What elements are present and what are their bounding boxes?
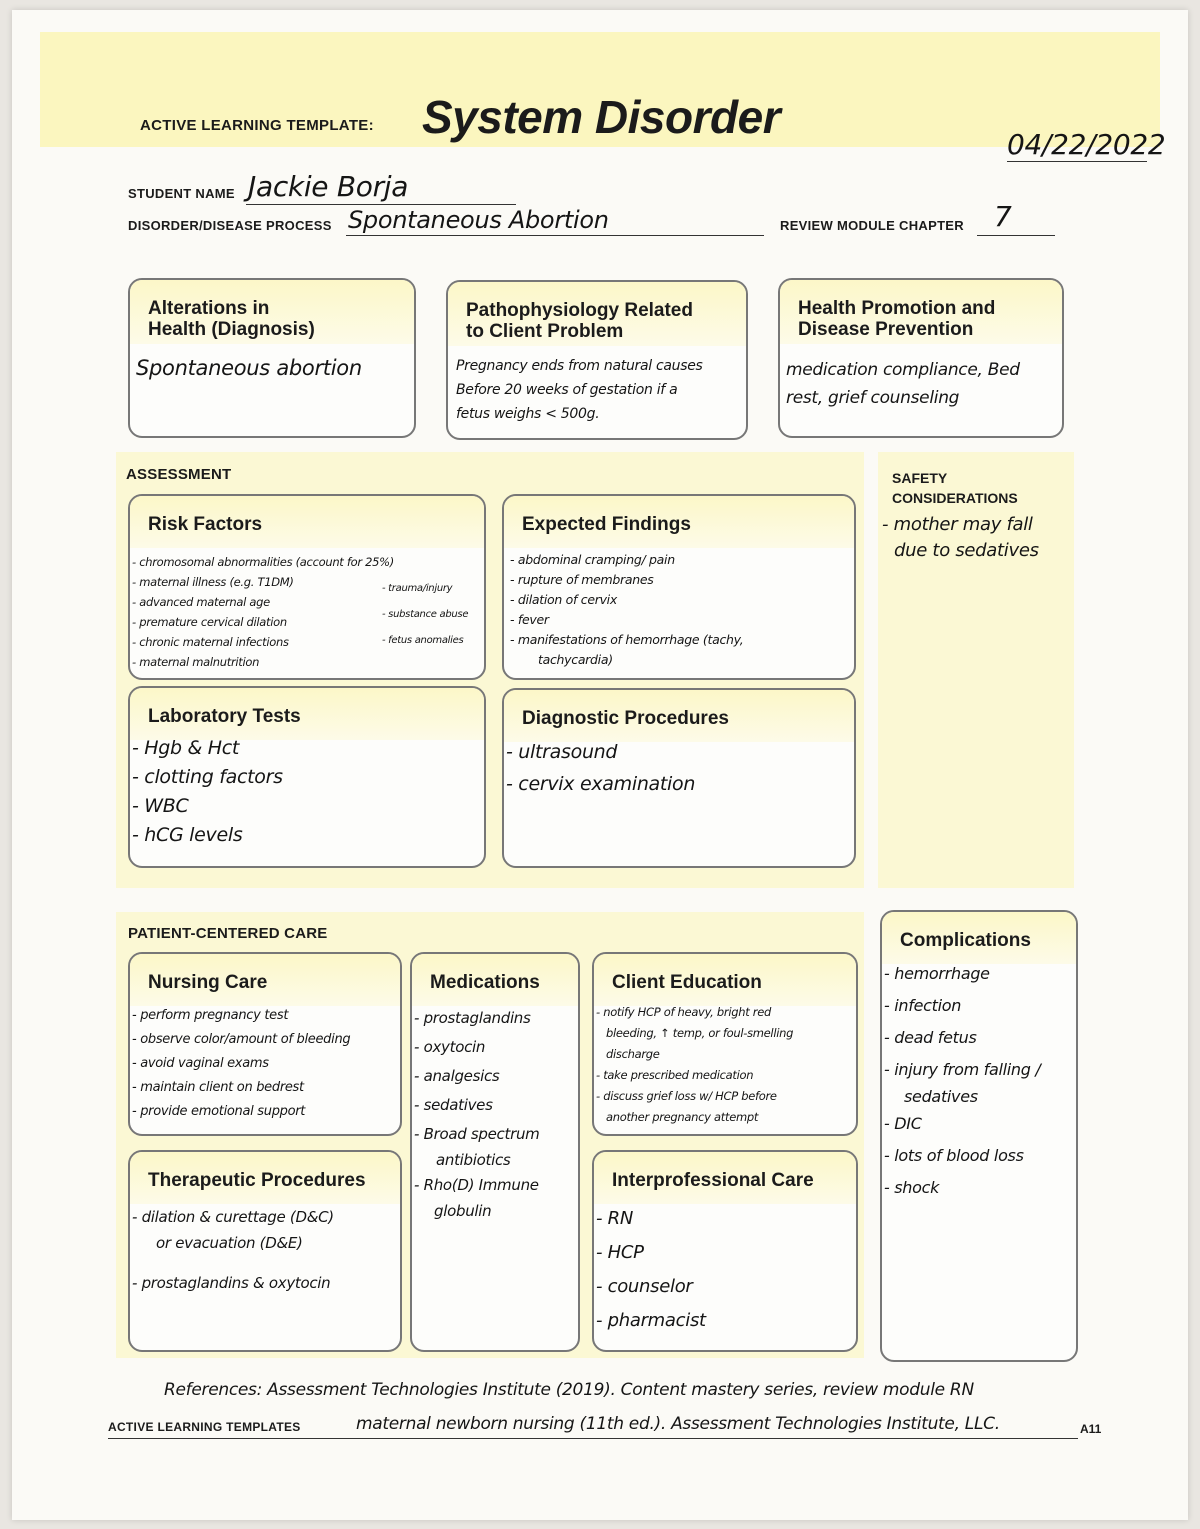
medication-item: antibiotics <box>436 1151 511 1169</box>
disorder-label: DISORDER/DISEASE PROCESS <box>128 218 332 233</box>
alterations-title-2: Health (Diagnosis) <box>148 319 315 340</box>
nursing-care-title: Nursing Care <box>148 972 268 993</box>
risk-factors-title: Risk Factors <box>148 514 263 535</box>
client-education-title: Client Education <box>612 972 762 993</box>
expected-finding-item: - fever <box>510 612 549 627</box>
medication-item: - oxytocin <box>414 1038 486 1056</box>
lab-test-item: - hCG levels <box>132 824 243 846</box>
student-name: Jackie Borja <box>248 170 409 203</box>
client-education-item: discharge <box>606 1047 660 1061</box>
risk-factor-item: - chronic maternal infections <box>132 635 289 649</box>
expected-finding-item: - dilation of cervix <box>510 592 617 607</box>
date-underline <box>1007 161 1147 162</box>
medication-item: - sedatives <box>414 1096 493 1114</box>
expected-finding-item: - abdominal cramping/ pain <box>510 552 675 567</box>
complications-box <box>880 910 1078 1362</box>
therapeutic-procedure-item: - prostaglandins & oxytocin <box>132 1274 331 1292</box>
alterations-title-1: Alterations in <box>148 298 270 319</box>
medication-item: - prostaglandins <box>414 1009 531 1027</box>
therapeutic-procedure-item: or evacuation (D&E) <box>156 1234 303 1252</box>
expected-finding-item: - rupture of membranes <box>510 572 654 587</box>
health-promotion-line: medication compliance, Bed <box>786 360 1020 380</box>
pathophysiology-line: Pregnancy ends from natural causes <box>456 358 703 374</box>
student-name-underline <box>246 204 516 205</box>
medication-item: - Rho(D) Immune <box>414 1176 539 1194</box>
risk-factor-item: - maternal malnutrition <box>132 655 260 669</box>
health-promotion-title-1: Health Promotion and <box>798 298 996 319</box>
pathophysiology-title-2: to Client Problem <box>466 321 624 342</box>
laboratory-tests-box <box>128 686 486 868</box>
footer-rule <box>108 1438 1078 1439</box>
pathophysiology-line: fetus weighs < 500g. <box>456 406 600 422</box>
medication-item: globulin <box>434 1202 492 1220</box>
complications-title: Complications <box>900 930 1031 951</box>
nursing-care-box <box>128 952 402 1136</box>
risk-factors-box <box>128 494 486 680</box>
interprofessional-item: - RN <box>596 1208 633 1229</box>
safety-item: due to sedatives <box>894 540 1039 561</box>
interprofessional-care-title: Interprofessional Care <box>612 1170 814 1191</box>
safety-label-2: CONSIDERATIONS <box>892 490 1018 506</box>
expected-finding-item: - manifestations of hemorrhage (tachy, <box>510 632 744 647</box>
page-id: A11 <box>1080 1422 1102 1436</box>
client-education-item: - discuss grief loss w/ HCP before <box>596 1089 777 1103</box>
chapter-label: REVIEW MODULE CHAPTER <box>780 218 964 233</box>
templates-label: ACTIVE LEARNING TEMPLATES <box>108 1420 301 1434</box>
client-education-item: - notify HCP of heavy, bright red <box>596 1005 771 1019</box>
medication-item: - analgesics <box>414 1067 500 1085</box>
risk-factor-side-item: - trauma/injury <box>382 583 453 594</box>
complication-item: - infection <box>884 996 962 1015</box>
health-promotion-title-2: Disease Prevention <box>798 319 974 340</box>
therapeutic-procedure-item: - dilation & curettage (D&C) <box>132 1208 334 1226</box>
health-promotion-line: rest, grief counseling <box>786 388 960 408</box>
complication-item: - hemorrhage <box>884 964 990 983</box>
risk-factor-item: - premature cervical dilation <box>132 615 287 629</box>
nursing-care-item: - perform pregnancy test <box>132 1008 289 1023</box>
interprofessional-item: - HCP <box>596 1242 644 1263</box>
pathophysiology-title-1: Pathophysiology Related <box>466 300 693 321</box>
medications-title: Medications <box>430 972 540 993</box>
diagnostic-procedure-item: - ultrasound <box>506 741 618 763</box>
medications-box <box>410 952 580 1352</box>
lab-test-item: - clotting factors <box>132 766 283 788</box>
safety-label-1: SAFETY <box>892 470 948 486</box>
alterations-box <box>128 278 416 438</box>
template-label: ACTIVE LEARNING TEMPLATE: <box>140 117 374 134</box>
interprofessional-item: - pharmacist <box>596 1310 706 1331</box>
pathophysiology-line: Before 20 weeks of gestation if a <box>456 382 678 398</box>
complication-item: - injury from falling / <box>884 1060 1041 1079</box>
therapeutic-procedures-box <box>128 1150 402 1352</box>
disorder-underline <box>346 235 764 236</box>
therapeutic-procedures-title: Therapeutic Procedures <box>148 1170 366 1191</box>
complication-item: - lots of blood loss <box>884 1146 1024 1165</box>
template-title: System Disorder <box>422 91 781 143</box>
safety-item: - mother may fall <box>882 514 1033 535</box>
diagnostic-procedures-title: Diagnostic Procedures <box>522 708 729 729</box>
patient-care-label: PATIENT-CENTERED CARE <box>128 925 328 942</box>
client-education-item: another pregnancy attempt <box>606 1110 759 1124</box>
nursing-care-item: - observe color/amount of bleeding <box>132 1032 351 1047</box>
alterations-line: Spontaneous abortion <box>136 356 362 380</box>
complication-item: - DIC <box>884 1114 922 1133</box>
references-line-1: References: Assessment Technologies Institute (2019). Content mastery series, review module RN <box>164 1380 974 1400</box>
laboratory-tests-title: Laboratory Tests <box>148 706 301 727</box>
assessment-label: ASSESSMENT <box>126 466 232 483</box>
date: 04/22/2022 <box>1007 128 1166 161</box>
health-promotion-box <box>778 278 1064 438</box>
nursing-care-item: - maintain client on bedrest <box>132 1080 304 1095</box>
chapter-underline <box>977 235 1055 236</box>
risk-factor-item: - advanced maternal age <box>132 595 270 609</box>
nursing-care-item: - provide emotional support <box>132 1104 306 1119</box>
client-education-item: - take prescribed medication <box>596 1068 754 1082</box>
disorder-value: Spontaneous Abortion <box>348 206 609 234</box>
interprofessional-care-box <box>592 1150 858 1352</box>
expected-findings-box <box>502 494 856 680</box>
risk-factor-item: - chromosomal abnormalities (account for 25%) <box>132 555 394 569</box>
pathophysiology-box <box>446 280 748 440</box>
nursing-care-item: - avoid vaginal exams <box>132 1056 269 1071</box>
chapter-value: 7 <box>994 200 1012 233</box>
document-page <box>12 10 1188 1520</box>
client-education-item: bleeding, ↑ temp, or foul-smelling <box>606 1026 794 1040</box>
client-education-box <box>592 952 858 1136</box>
expected-finding-item: tachycardia) <box>538 652 613 667</box>
risk-factor-item: - maternal illness (e.g. T1DM) <box>132 575 294 589</box>
complication-item: - dead fetus <box>884 1028 977 1047</box>
diagnostic-procedures-box <box>502 688 856 868</box>
complication-item: sedatives <box>904 1087 978 1106</box>
interprofessional-item: - counselor <box>596 1276 693 1297</box>
diagnostic-procedure-item: - cervix examination <box>506 773 696 795</box>
complication-item: - shock <box>884 1178 940 1197</box>
risk-factor-side-item: - fetus anomalies <box>382 635 464 646</box>
lab-test-item: - Hgb & Hct <box>132 737 240 759</box>
expected-findings-title: Expected Findings <box>522 514 691 535</box>
medication-item: - Broad spectrum <box>414 1125 540 1143</box>
risk-factor-side-item: - substance abuse <box>382 609 469 620</box>
references-line-2: maternal newborn nursing (11th ed.). Assessment Technologies Institute, LLC. <box>356 1414 1000 1434</box>
student-name-label: STUDENT NAME <box>128 186 235 201</box>
lab-test-item: - WBC <box>132 795 189 817</box>
